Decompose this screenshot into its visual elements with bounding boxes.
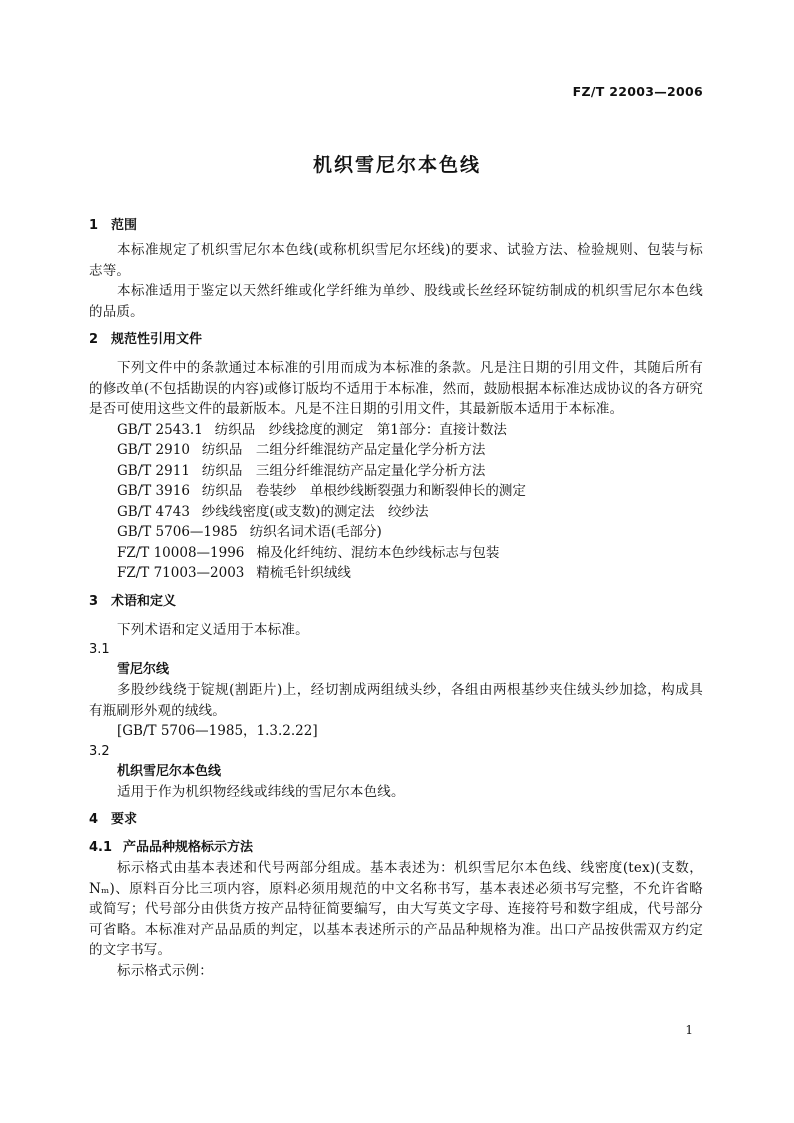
standard-code: FZ/T 22003—2006 [572,84,703,99]
section-number: 3 [89,593,99,609]
section-2-heading [89,330,703,350]
labeling-example-label: 标示格式示例： [117,962,213,979]
reference-item [89,522,703,543]
reference-code: GB/T 3916 [117,483,190,499]
terms-intro: 下列术语和定义适用于本标准。 [117,621,309,638]
section-number: 1 [89,218,99,233]
page-number: 1 [685,1023,693,1037]
reference-title: 纺织品 二组分纤维混纺产品定量化学分析方法 [201,442,486,458]
reference-title: 纺织品 纱线捻度的测定 第1部分：直接计数法 [214,421,507,438]
reference-item [89,543,703,564]
document-title: 机织雪尼尔本色线 [312,154,481,176]
term-3-2-name: 机织雪尼尔本色线 [117,763,222,779]
subsection-title: 产品品种规格标示方法 [123,840,254,855]
subsection-number: 4.1 [89,840,113,855]
reference-title: 纱线线密度(或支数)的测定法 绞纱法 [201,503,429,520]
reference-item [89,420,703,441]
reference-code: FZ/T 71003—2003 [117,565,245,581]
reference-item [89,563,703,584]
reference-item [89,461,703,482]
labeling-format-paragraph: 标示格式由基本表述和代号两部分组成。基本表述为：机织雪尼尔本色线、线密度(tex)(支数，Nₘ)、原料百分比三项内容，原料必须用规范的中文名称书写，基本表述必须书写完整，不允许省略或简写；代号部分由供货方按产品特征简要编写，由大写英文字母、连接符号和数字组成，代号部分可省略。本标准对产品品质的判定，以基本表述所示的产品品种规格为准。出口产品按供需双方约定的文字书写。 [89,860,703,958]
reference-title: 纺织名词术语(毛部分) [249,524,382,540]
section-1-heading [89,216,703,236]
reference-code: GB/T 5706—1985 [117,524,238,540]
term-3-1-definition: 多股纱线绕于锭规(割距片)上，经切割成两组绒头纱，各组由两根基纱夹住绒头纱加捻，构成具有瓶刷形外观的绒线。 [89,682,703,719]
scope-paragraph-1: 本标准规定了机织雪尼尔本色线(或称机织雪尼尔坯线)的要求、试验方法、检验规则、包装与标志等。 [89,242,703,279]
reference-code: GB/T 2543.1 [117,421,203,438]
reference-item [89,481,703,502]
scope-paragraph-2: 本标准适用于鉴定以天然纤维或化学纤维为单纱、股线或长丝经环锭纺制成的机织雪尼尔本色线的品质。 [89,283,703,320]
reference-title: 纺织品 卷装纱 单根纱线断裂强力和断裂伸长的测定 [201,483,526,499]
section-4-heading [89,810,703,830]
document-body [89,216,703,981]
reference-code: GB/T 2911 [117,462,190,479]
section-title: 规范性引用文件 [111,332,203,347]
reference-code: GB/T 4743 [117,503,190,520]
term-3-2-definition: 适用于作为机织物经线或纬线的雪尼尔本色线。 [117,783,405,800]
section-number: 2 [89,332,99,347]
reference-list [89,420,703,584]
reference-item [89,502,703,523]
reference-title: 精梳毛针织绒线 [256,565,351,581]
reference-item [89,440,703,461]
reference-title: 纺织品 三组分纤维混纺产品定量化学分析方法 [201,462,486,479]
section-number: 4 [89,812,99,827]
section-title: 要求 [111,812,138,827]
term-3-1-name: 雪尼尔线 [117,662,170,677]
term-3-1-number: 3.1 [89,642,110,657]
section-title: 范围 [111,218,138,233]
reference-code: FZ/T 10008—1996 [117,544,245,561]
reference-code: GB/T 2910 [117,442,190,458]
term-3-2-number: 3.2 [89,743,110,759]
normative-refs-intro: 下列文件中的条款通过本标准的引用而成为本标准的条款。凡是注日期的引用文件，其随后所有的修改单(不包括勘误的内容)或修订版均不适用于本标准，然而，鼓励根据本标准达成协议的各方研究是否可使用这些文件的最新版本。凡是不注日期的引用文件，其最新版本适用于本标准。 [89,360,703,417]
subsection-4-1-heading [89,838,703,858]
section-title: 术语和定义 [111,593,177,609]
section-3-heading [89,592,703,612]
reference-title: 棉及化纤纯纺、混纺本色纱线标志与包装 [256,544,500,561]
term-3-1-source: [GB/T 5706—1985，1.3.2.22] [117,723,318,739]
